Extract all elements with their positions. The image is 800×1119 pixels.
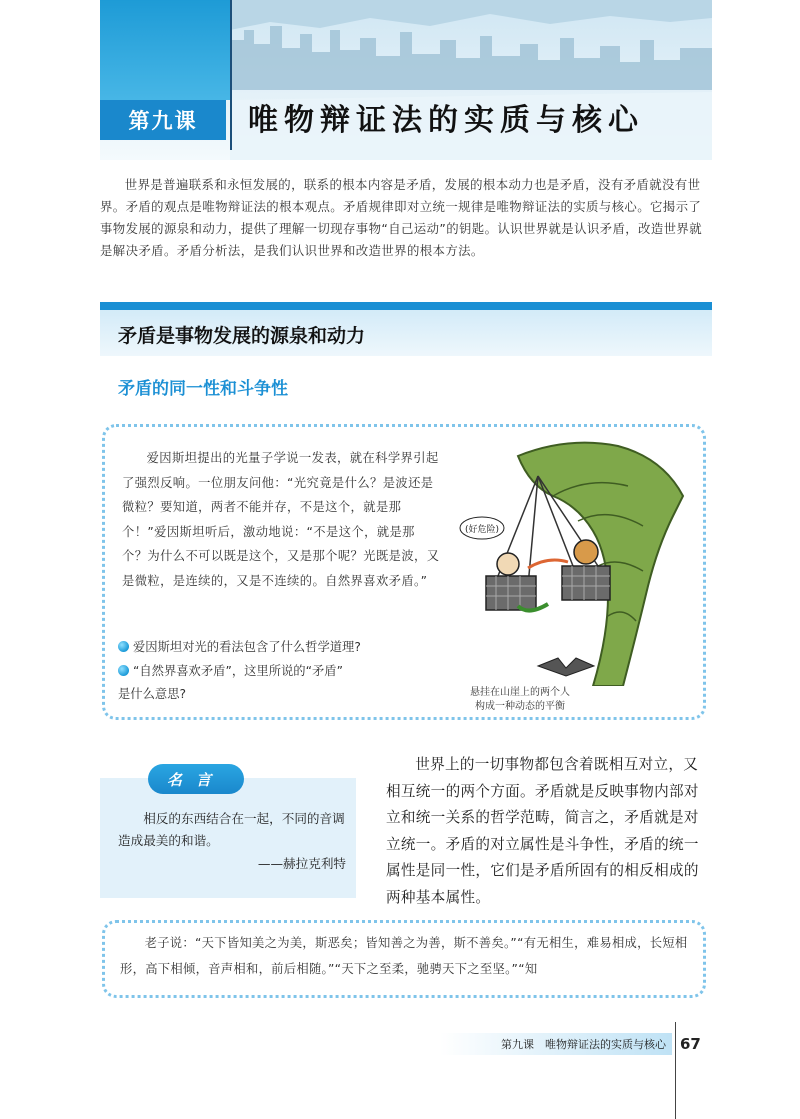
question-1 — [118, 636, 448, 658]
lesson-title: 唯物辩证法的实质与核心 — [248, 103, 644, 138]
story-text: 爱因斯坦提出的光量子学说一发表，就在科学界引起了强烈反响。一位朋友问他：“光究竟是什么？是波还是微粒？要知道，两者不能并存，不是这个，就是那个！”爱因斯坦听后，激动地说：“不是这个，就是那个？为什么不可以既是这个，又是那个呢？光既是波，又是微粒，是连续的，又是不连续的。自然界喜欢矛盾。” — [122, 451, 440, 588]
bullet-dot-icon — [118, 641, 129, 652]
intro-paragraph: 世界是普遍联系和永恒发展的，联系的根本内容是矛盾，发展的根本动力也是矛盾，没有矛盾就没有世界。矛盾的观点是唯物辩证法的根本观点。矛盾规律即对立统一规律是唯物辩证法的实质与核心。它揭示了事物发展的源泉和动力，提供了理解一切现存事物“自己运动”的钥匙。认识世界就是认识矛盾，改造世界就是解决矛盾。矛盾分析法，是我们认识世界和改造世界的根本方法。 — [100, 177, 703, 258]
section-title: 矛盾是事物发展的源泉和动力 — [118, 324, 366, 347]
page-number: 67 — [680, 1035, 701, 1053]
illustration-caption — [440, 686, 600, 714]
banner-blue-block — [100, 0, 230, 100]
quote-tag: 名言 — [148, 764, 244, 794]
question-2-continued: 是什么意思? — [118, 687, 187, 701]
section-top-bar — [100, 302, 712, 310]
lesson-badge: 第九课 — [100, 100, 226, 140]
question-2 — [118, 660, 448, 682]
question-2-text: “自然界喜欢矛盾”，这里所说的“矛盾” — [133, 664, 343, 678]
footer-divider — [675, 1022, 676, 1119]
caption-line-2: 构成一种动态的平衡 — [475, 701, 565, 712]
laozi-text: 老子说：“天下皆知美之为美，斯恶矣；皆知善之为善，斯不善矣。”“有无相生，难易相成，长短相形，高下相倾，音声相和，前后相随。”“天下之至柔，驰骋天下之至坚。”“知 — [120, 936, 688, 976]
quote-text: 相反的东西结合在一起，不同的音调造成最美的和谐。 — [118, 811, 345, 848]
quote-author: ——赫拉克利特 — [257, 856, 346, 871]
bullet-dot-icon — [118, 665, 129, 676]
footer-chapter: 第九课 唯物辩证法的实质与核心 — [501, 1038, 666, 1051]
question-1-text: 爱因斯坦对光的看法包含了什么哲学道理? — [133, 640, 361, 654]
speech-bubble-text: (好危险) — [464, 525, 500, 535]
caption-line-1: 悬挂在山崖上的两个人 — [470, 687, 570, 698]
sub-title: 矛盾的同一性和斗争性 — [118, 379, 288, 399]
cliff-balance-illustration — [458, 436, 688, 686]
main-paragraph: 世界上的一切事物都包含着既相互对立，又相互统一的两个方面。矛盾就是反映事物内部对立和统一关系的哲学范畴，简言之，矛盾就是对立统一。矛盾的对立属性是斗争性，矛盾的统一属性是同一性，它们是矛盾所固有的相反相成的两种基本属性。 — [386, 756, 699, 906]
banner-divider — [230, 0, 232, 150]
